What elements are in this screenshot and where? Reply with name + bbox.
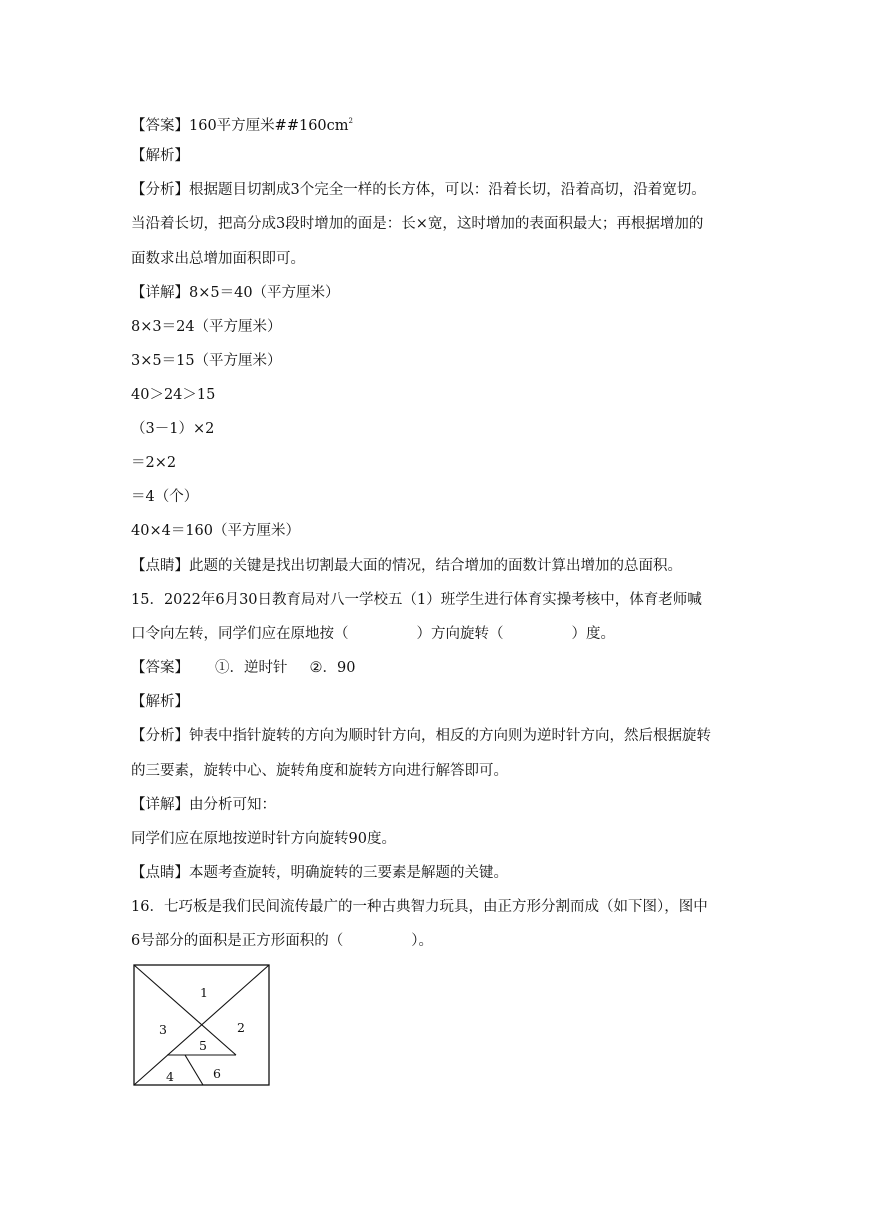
- q15-question-line-2: [131, 624, 615, 644]
- q14-fenxi-line-3: 面数求出总增加面积即可。: [131, 251, 305, 267]
- dianjing-label: 【点睛】: [131, 865, 189, 881]
- diagonal-line: [134, 965, 236, 1055]
- q15-text-a: 口令向左转，同学们应在原地按（: [131, 626, 349, 642]
- q15-xiangjie-line: [131, 795, 276, 815]
- calc-step: 8×5＝40（平方厘米）: [189, 285, 340, 301]
- slant-line: [185, 1055, 203, 1085]
- calc-step: ＝2×2: [131, 455, 177, 471]
- xiangjie-text: 由分析可知：: [189, 797, 276, 813]
- q15-fenxi-line-1: [131, 726, 711, 746]
- fenxi-text: 根据题目切割成3个完全一样的长方体，可以：沿着长切，沿着高切，沿着宽切。: [189, 182, 706, 198]
- answer-label: 【答案】: [131, 118, 189, 134]
- fenxi-text: 钟表中指针旋转的方向为顺时针方向，相反的方向则为逆时针方向，然后根据旋转: [189, 728, 711, 744]
- tangram-label-3: 3: [159, 1022, 167, 1037]
- tangram-label-2: 2: [237, 1020, 245, 1035]
- superscript-two: 2: [348, 117, 353, 125]
- calc-step: 8×3＝24（平方厘米）: [131, 319, 282, 335]
- calc-step: 40＞24＞15: [131, 387, 216, 403]
- tangram-label-1: 1: [200, 985, 208, 1000]
- q15-analysis-heading: 【解析】: [131, 694, 189, 710]
- q14-answer-line: [131, 111, 353, 136]
- q14-fenxi-line-1: [131, 180, 706, 200]
- q15-text-c: ）度。: [571, 626, 615, 642]
- xiangjie-label: 【详解】: [131, 797, 189, 813]
- answer-2: ②．90: [309, 660, 356, 676]
- calc-step: ＝4（个）: [131, 489, 199, 505]
- xiangjie-label: 【详解】: [131, 285, 189, 301]
- calc-step: （3－1）×2: [131, 421, 215, 437]
- dianjing-label: 【点睛】: [131, 558, 189, 574]
- dianjing-text: 此题的关键是找出切割最大面的情况，结合增加的面数计算出增加的总面积。: [189, 558, 682, 574]
- q15-xiangjie-line-2: 同学们应在原地按逆时针方向旋转90度。: [131, 831, 396, 847]
- q14-analysis-heading: 【解析】: [131, 148, 189, 164]
- tangram-figure: [133, 964, 273, 1088]
- answer-text: 160平方厘米##160cm: [189, 118, 349, 134]
- tangram-label-4: 4: [166, 1069, 174, 1084]
- dianjing-text: 本题考查旋转，明确旋转的三要素是解题的关键。: [189, 865, 508, 881]
- fenxi-label: 【分析】: [131, 182, 189, 198]
- tangram-label-6: 6: [213, 1066, 221, 1081]
- q15-answer-line: [131, 658, 355, 678]
- q14-fenxi-line-2: 当沿着长切，把高分成3段时增加的面是：长×宽，这时增加的表面积最大；再根据增加的: [131, 216, 704, 232]
- q14-xiangjie-line: [131, 283, 340, 303]
- calc-step: 40×4＝160（平方厘米）: [131, 523, 301, 539]
- q14-dianjing-line: [131, 556, 682, 576]
- calc-step: 3×5＝15（平方厘米）: [131, 353, 282, 369]
- q15-fenxi-line-2: 的三要素，旋转中心、旋转角度和旋转方向进行解答即可。: [131, 763, 508, 779]
- q16-question-line-1: 16．七巧板是我们民间流传最广的一种古典智力玩具，由正方形分割而成（如下图），图中: [131, 899, 708, 915]
- q16-question-line-2: [131, 931, 433, 951]
- answer-label: 【答案】: [131, 660, 189, 676]
- fenxi-label: 【分析】: [131, 728, 189, 744]
- q15-question-line-1: 15．2022年6月30日教育局对八一学校五（1）班学生进行体育实操考核中，体育老师喊: [131, 592, 702, 608]
- q16-text-a: 6号部分的面积是正方形面积的（: [131, 933, 344, 949]
- q16-text-b: ）。: [411, 933, 433, 949]
- answer-1: ①．逆时针: [215, 660, 288, 676]
- q15-text-b: ）方向旋转（: [416, 626, 504, 642]
- tangram-label-5: 5: [199, 1038, 207, 1053]
- q15-dianjing-line: [131, 863, 508, 883]
